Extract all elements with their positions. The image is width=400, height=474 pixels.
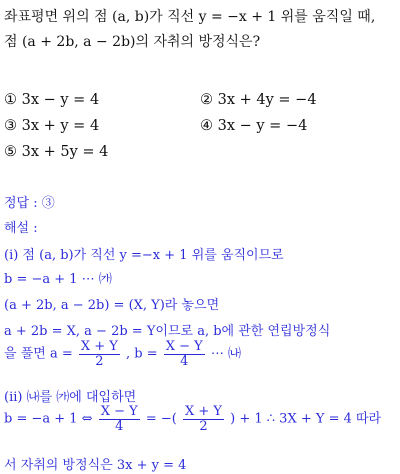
choice-1-text: 3x − y = 4	[21, 92, 100, 108]
choice-4-number: ④	[200, 118, 213, 134]
choice-1	[4, 92, 99, 108]
fraction-b	[164, 340, 205, 368]
choice-2-text: 3x + 4y = −4	[217, 92, 317, 108]
fraction-b-denominator: 4	[164, 354, 205, 369]
choice-5-text: 3x + 5y = 4	[21, 144, 109, 160]
answer-line: 정답 : ③	[4, 196, 55, 211]
fraction-b-numerator: X − Y	[165, 339, 203, 354]
step-5-middle: , b =	[126, 346, 158, 362]
solution-step-2: b = −a + 1 ⋯ ㈎	[4, 272, 112, 287]
choice-2	[200, 92, 317, 108]
choice-5	[4, 144, 108, 160]
question-line-2: 점 (a + 2b, a − 2b)의 자취의 방정식은?	[4, 34, 261, 50]
fraction-a-numerator: X + Y	[80, 339, 118, 354]
fraction-d-numerator: X + Y	[185, 404, 222, 419]
choice-4	[200, 118, 307, 134]
fraction-a-denominator: 2	[79, 354, 120, 369]
choice-3-number: ③	[4, 118, 17, 134]
solution-step-1: (i) 점 (a, b)가 직선 y =−x + 1 위를 움직이므로	[4, 248, 284, 263]
solution-heading: 해설 :	[4, 221, 38, 236]
fraction-a	[79, 340, 120, 368]
step-7-prefix: b = −a + 1 ⇔	[4, 411, 93, 427]
solution-step-5	[4, 340, 241, 368]
choice-4-text: 3x − y = −4	[217, 118, 308, 134]
choice-1-number: ①	[4, 92, 17, 108]
fraction-d	[183, 405, 224, 433]
solution-step-6: (ii) ㈏를 ㈎에 대입하면	[4, 390, 137, 405]
choice-2-number: ②	[200, 92, 213, 108]
fraction-c	[99, 405, 140, 433]
solution-step-4: a + 2b = X, a − 2b = Y이므로 a, b에 관한 연립방정식	[4, 324, 331, 339]
step-7-suffix: ) + 1 ∴ 3X + Y = 4 따라	[230, 411, 382, 427]
choice-5-number: ⑤	[4, 144, 17, 160]
choice-3	[4, 118, 99, 134]
step-5-suffix: ⋯ ㈏	[210, 346, 242, 362]
question-line-1: 좌표평면 위의 점 (a, b)가 직선 y = −x + 1 위를 움직일 때,	[4, 9, 376, 25]
solution-step-8: 서 자취의 방정식은 3x + y = 4	[4, 458, 187, 473]
choice-3-text: 3x + y = 4	[21, 118, 100, 134]
solution-step-3: (a + 2b, a − 2b) = (X, Y)라 놓으면	[4, 298, 220, 313]
fraction-d-denominator: 2	[183, 419, 224, 434]
fraction-c-numerator: X − Y	[100, 404, 138, 419]
step-7-middle: = −(	[145, 411, 177, 427]
solution-step-7	[4, 405, 381, 433]
fraction-c-denominator: 4	[99, 419, 140, 434]
step-5-prefix: 을 풀면 a =	[4, 346, 73, 362]
